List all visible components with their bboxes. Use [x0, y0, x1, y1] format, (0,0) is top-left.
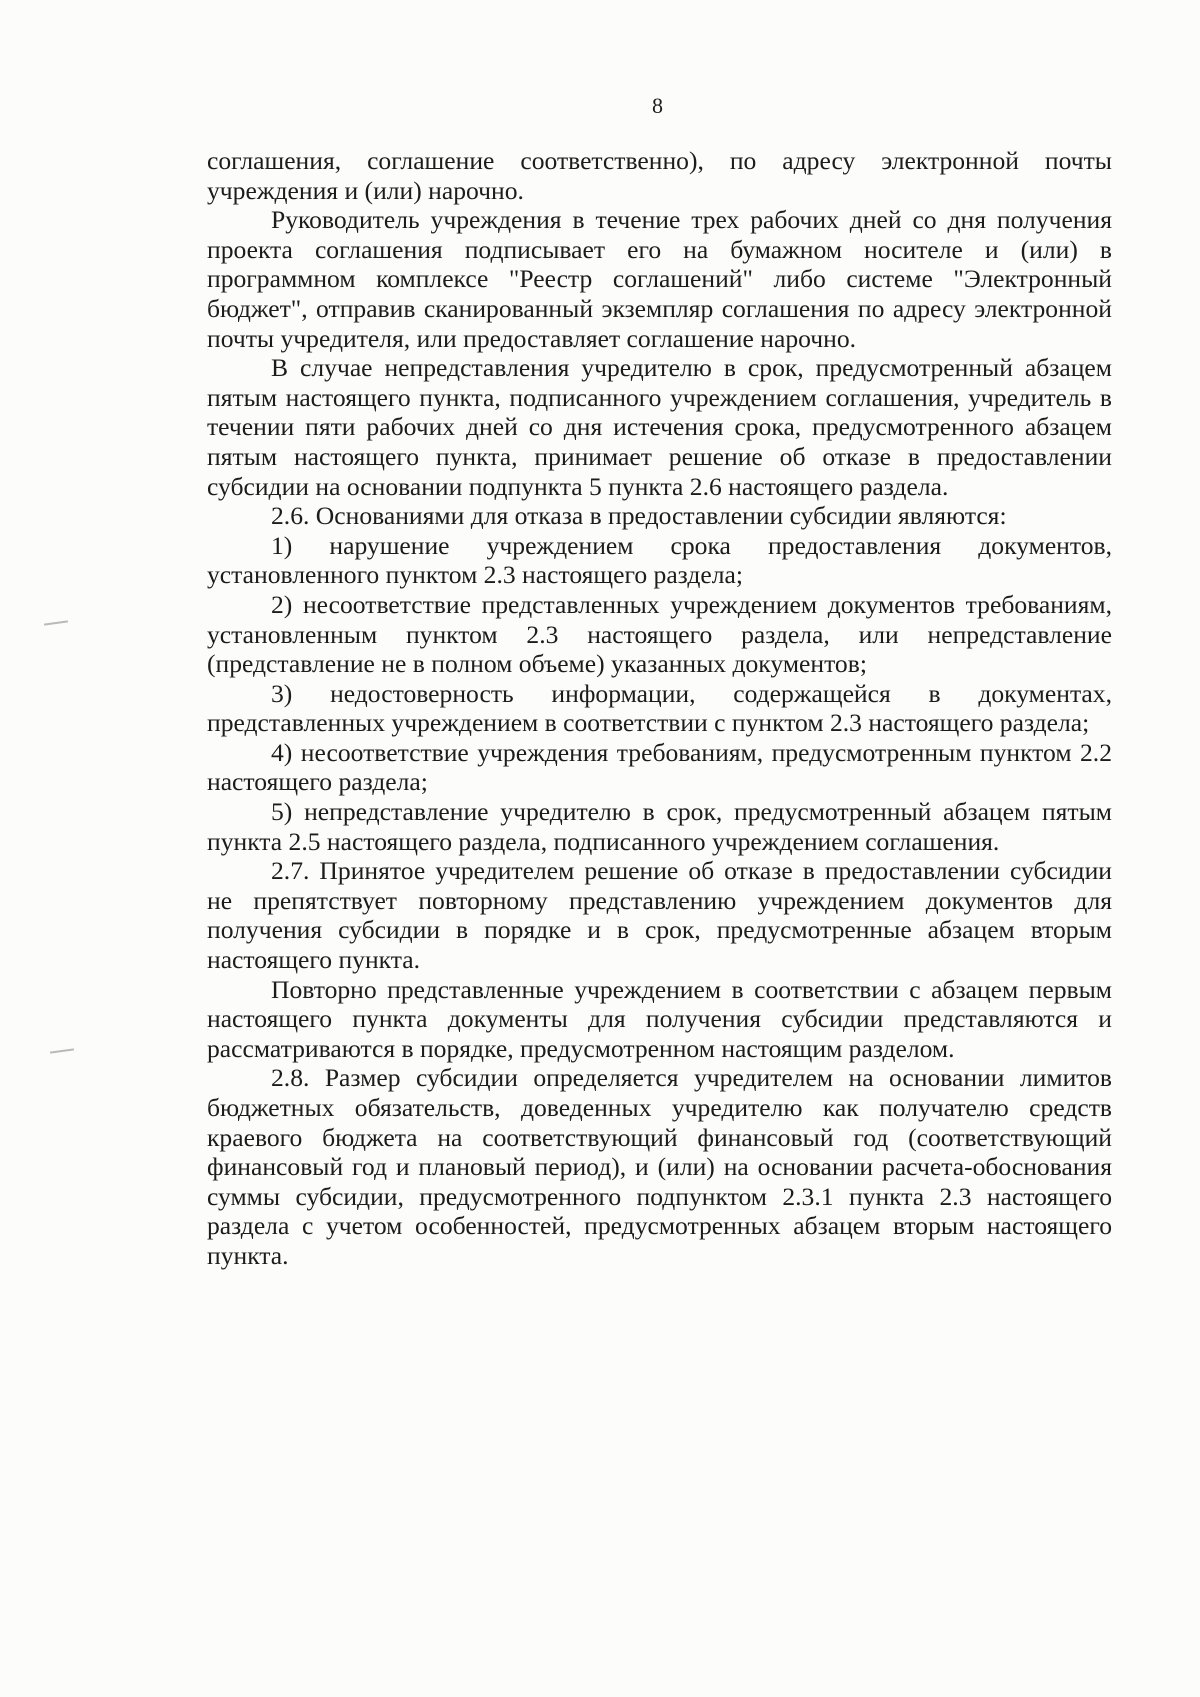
paragraph-2-8: 2.8. Размер субсидии определяется учредителем на основании лимитов бюджетных обязательств, доведенных учредителю как получателю средств краевого бюджета на соответствующий финансовый год (соответствующий финансовый год и плановый период), и (или) на основании расчета-обоснования суммы субсидии, предусмотренного подпунктом 2.3.1 пункта 2.3 настоящего раздела с учетом особенностей, предусмотренных абзацем вторым настоящего пункта. — [207, 1063, 1112, 1270]
document-body — [207, 146, 1112, 1271]
paragraph-non-submission: В случае непредставления учредителю в срок, предусмотренный абзацем пятым настоящего пункта, подписанного учреждением соглашения, учредитель в течении пяти рабочих дней со дня истечения срока, предусмотренного абзацем пятым настоящего пункта, принимает решение об отказе в предоставлении субсидии на основании подпункта 5 пункта 2.6 настоящего раздела. — [207, 353, 1112, 501]
page-number: 8 — [652, 93, 663, 118]
list-item-4: 4) несоответствие учреждения требованиям, предусмотренным пунктом 2.2 настоящего раздела; — [207, 737, 1112, 797]
list-item-2: 2) несоответствие представленных учреждением документов требованиям, установленным пунктом 2.3 настоящего раздела, или непредставление (представление не в полном объеме) указанных документов; — [207, 589, 1112, 679]
paragraph-signing-procedure: Руководитель учреждения в течение трех рабочих дней со дня получения проекта соглашения подписывает его на бумажном носителе и (или) в программном комплексе "Реестр соглашений" либо системе "Электронный бюджет", отправив сканированный экземпляр соглашения по адресу электронной почты учредителя, или предоставляет соглашение нарочно. — [207, 205, 1112, 353]
list-item-5: 5) непредставление учредителю в срок, предусмотренный абзацем пятым пункта 2.5 настоящего раздела, подписанного учреждением соглашения. — [207, 797, 1112, 856]
scan-margin-mark — [50, 1048, 74, 1053]
list-item-3: 3) недостоверность информации, содержащейся в документах, представленных учреждением в соответствии с пунктом 2.3 настоящего раздела; — [207, 678, 1112, 738]
paragraph-2-7: 2.7. Принятое учредителем решение об отказе в предоставлении субсидии не препятствует повторному представлению учреждением документов для получения субсидии в порядке и в срок, предусмотренные абзацем вторым настоящего пункта. — [207, 856, 1112, 975]
list-item-1: 1) нарушение учреждением срока предоставления документов, установленного пунктом 2.3 настоящего раздела; — [207, 530, 1112, 590]
paragraph-resubmission: Повторно представленные учреждением в соответствии с абзацем первым настоящего пункта документы для получения субсидии представляются и рассматриваются в порядке, предусмотренном настоящим разделом. — [207, 974, 1112, 1063]
scan-margin-mark — [44, 620, 68, 625]
paragraph-2-6-heading: 2.6. Основаниями для отказа в предоставлении субсидии являются: — [271, 501, 1007, 531]
paragraph-continuation: соглашения, соглашение соответственно), по адресу электронной почты учреждения и (или) нарочно. — [207, 146, 1112, 205]
